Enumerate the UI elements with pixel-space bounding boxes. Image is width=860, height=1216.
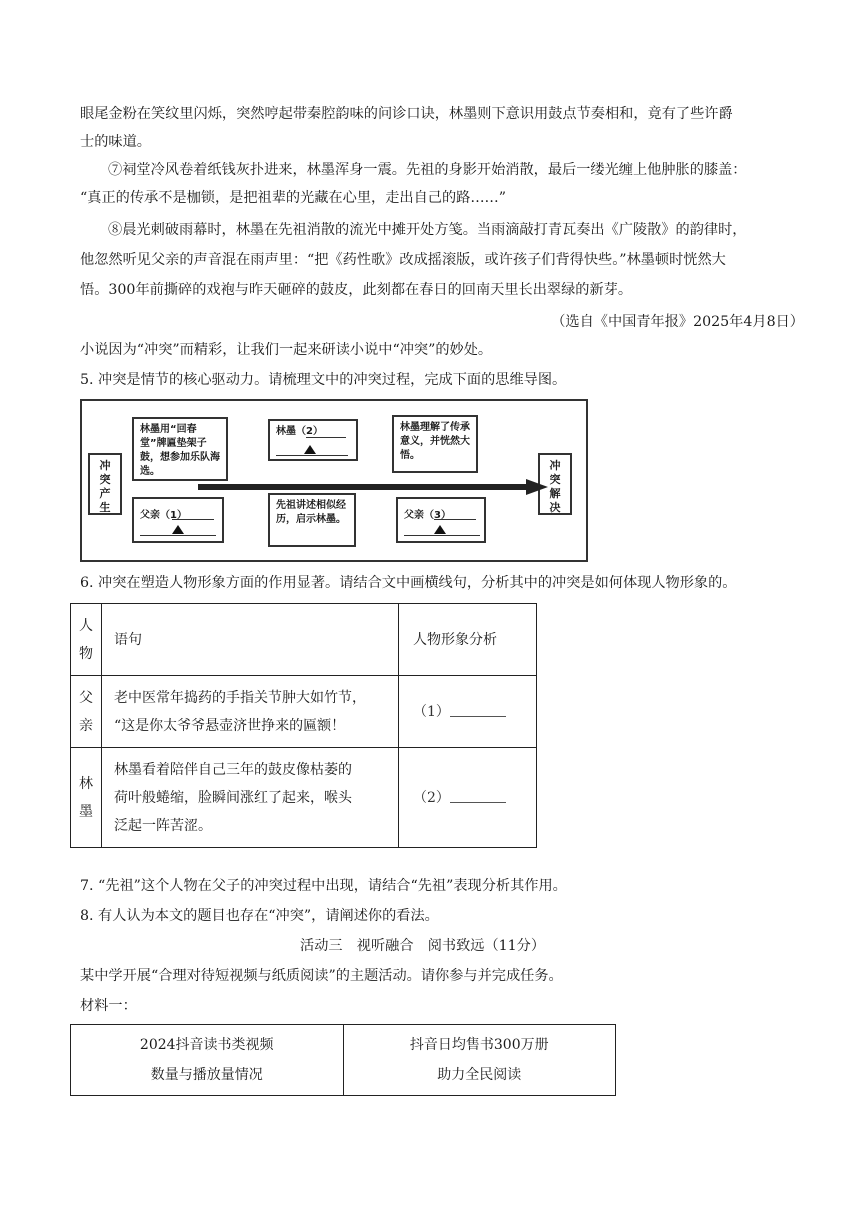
mindmap-box-bot-mid xyxy=(268,493,356,547)
blank-line xyxy=(276,455,348,456)
blank-line xyxy=(434,519,476,520)
blank-line xyxy=(306,437,346,438)
table-row xyxy=(71,676,537,748)
triangle-marker xyxy=(434,525,446,534)
answer-blank[interactable] xyxy=(450,704,506,717)
row-answer[interactable] xyxy=(399,676,537,748)
row-sentence xyxy=(102,748,399,848)
header-analysis: 人物形象分析 xyxy=(399,604,537,676)
passage-line: 士的味道。 xyxy=(80,134,151,150)
row-person xyxy=(71,676,102,748)
material-1-label: 材料一： xyxy=(80,998,137,1014)
blank-line xyxy=(404,535,480,536)
paragraph-7: ⑦祠堂冷风卷着纸钱灰扑进来，林墨浑身一震。先祖的身影开始消散，最后一缕光缠上他肿胀的膝盖： xyxy=(108,162,747,178)
mindmap-box-top-left xyxy=(132,417,228,481)
flow-arrow-head xyxy=(526,479,548,495)
sentence-line: 泛起一阵苦涩。 xyxy=(114,817,212,834)
question-5: 5. 冲突是情节的核心驱动力。请梳理文中的冲突过程，完成下面的思维导图。 xyxy=(80,372,567,388)
material-text: 2024抖音读书类视频 xyxy=(139,1037,274,1053)
passage-line: “真正的传承不是枷锁，是把祖辈的光藏在心里，走出自己的路……” xyxy=(80,190,506,206)
material-row xyxy=(71,1025,616,1096)
mindmap-box-text: 先祖讲述相似经历，启示林墨。 xyxy=(276,500,346,525)
header-person-text: 人物 xyxy=(79,617,93,662)
mindmap-box-bot-right xyxy=(396,497,486,543)
activity-3-heading: 活动三 视听融合 阅书致远（11分） xyxy=(300,938,546,954)
passage-line: 眼尾金粉在笑纹里闪烁，突然哼起带秦腔韵味的问诊口诀，林墨则下意识用鼓点节奏相和，竟有了些许爵 xyxy=(80,106,733,122)
mindmap-box-text: 父亲（1） xyxy=(140,510,187,521)
sentence-line: “这是你太爷爷悬壶济世挣来的匾额！ xyxy=(114,717,346,734)
sentence-line: 荷叶般蜷缩，脸瞬间涨红了起来，喉头 xyxy=(114,789,352,806)
passage-line: 悟。300年前撕碎的戏袍与昨天砸碎的鼓皮，此刻都在春日的回南天里长出翠绿的新芽。 xyxy=(80,282,633,298)
header-person xyxy=(71,604,102,676)
answer-label: （1） xyxy=(413,703,450,720)
triangle-marker xyxy=(304,445,316,454)
mindmap-box-text: 林墨（2） xyxy=(276,426,323,437)
answer-label: （2） xyxy=(413,789,450,806)
character-analysis-table xyxy=(70,603,537,848)
row-person xyxy=(71,748,102,848)
answer-blank[interactable] xyxy=(450,790,506,803)
source-citation: （选自《中国青年报》2025年4月8日） xyxy=(551,314,804,330)
mindmap-box-top-mid xyxy=(268,419,358,461)
activity-intro: 某中学开展“合理对待短视频与纸质阅读”的主题活动。请你参与并完成任务。 xyxy=(80,968,563,984)
mindmap-start xyxy=(88,453,122,515)
passage-line: 他忽然听见父亲的声音混在雨声里：“把《药性歌》改成摇滚版，或许孩子们背得快些。”林墨顿时恍然大 xyxy=(80,252,726,268)
material-text: 助力全民阅读 xyxy=(437,1067,522,1083)
blank-line xyxy=(140,535,216,536)
question-6: 6. 冲突在塑造人物形象方面的作用显著。请结合文中画横线句，分析其中的冲突是如何体现人物形象的。 xyxy=(80,575,737,591)
triangle-marker xyxy=(172,525,184,534)
material-cell-right xyxy=(343,1025,616,1096)
mind-map xyxy=(80,399,588,562)
mindmap-box-text: 林墨用“回春堂”牌匾垫架子鼓，想参加乐队海选。 xyxy=(140,424,220,477)
row-person-text: 父亲 xyxy=(79,689,93,734)
sentence-line: 老中医常年捣药的手指关节肿大如竹节， xyxy=(114,689,366,706)
row-person-text: 林墨 xyxy=(79,775,93,820)
mindmap-box-text: 林墨理解了传承意义，并恍然大悟。 xyxy=(400,422,470,461)
flow-arrow-shaft xyxy=(198,484,528,490)
row-sentence xyxy=(102,676,399,748)
table-header-row xyxy=(71,604,537,676)
mindmap-box-top-right xyxy=(392,415,478,473)
mindmap-box-bot-left xyxy=(132,497,224,543)
blank-line xyxy=(172,519,214,520)
header-sentence: 语句 xyxy=(102,604,399,676)
paragraph-8: ⑧晨光刺破雨幕时，林墨在先祖消散的流光中摊开处方笺。当雨滴敲打青瓦奏出《广陵散》的韵律时， xyxy=(108,222,747,238)
mindmap-start-label: 冲突产生 xyxy=(99,459,111,514)
row-answer[interactable] xyxy=(399,748,537,848)
mindmap-end-label: 冲突解决 xyxy=(549,459,561,514)
material-table xyxy=(70,1024,616,1096)
material-text: 数量与播放量情况 xyxy=(150,1067,263,1083)
table-row xyxy=(71,748,537,848)
intro-text: 小说因为“冲突”而精彩，让我们一起来研读小说中“冲突”的妙处。 xyxy=(80,342,493,358)
question-7: 7. “先祖”这个人物在父子的冲突过程中出现，请结合“先祖”表现分析其作用。 xyxy=(80,878,567,894)
question-8: 8. 有人认为本文的题目也存在“冲突”，请阐述你的看法。 xyxy=(80,908,439,924)
mindmap-box-text: 父亲（3） xyxy=(404,510,451,521)
material-cell-left xyxy=(71,1025,344,1096)
sentence-line: 林墨看着陪伴自己三年的鼓皮像枯萎的 xyxy=(114,761,352,778)
material-text: 抖音日均售书300万册 xyxy=(409,1037,549,1053)
